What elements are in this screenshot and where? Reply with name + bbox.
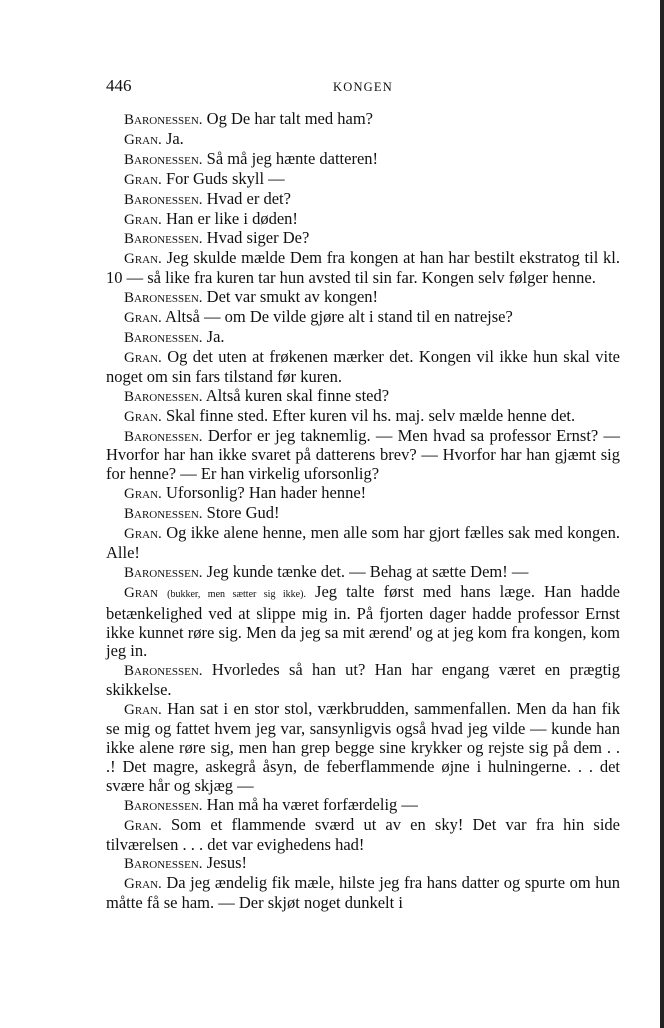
speech-text: Han sat i en stor stol, værkbrudden, sammenfallen. Men da han fik se mig og fattet hvem jeg var, sansynligvis også hvad jeg vilde — kunde han ikke alene røre sig, men han grep begge sine krykker og rejste sig på dem . . .! Det magre, askegrå åsyn, de feberflammende øjne i hulningerne. . . det svære hår og skjæg — <box>106 699 621 795</box>
speech-text: Ja. <box>165 128 184 148</box>
stage-direction: (bukker, men sætter sig ikke). <box>167 588 306 600</box>
running-title: KONGEN <box>333 80 393 94</box>
speaker-name: Baronessen. <box>124 112 203 128</box>
dialogue-line <box>106 110 620 130</box>
dialogue-line <box>106 229 620 249</box>
speaker-name: Baronessen. <box>124 231 203 248</box>
speaker-name: Baronessen. <box>124 564 203 581</box>
dialogue-line <box>106 130 620 150</box>
dialogue-line <box>106 816 620 855</box>
speech-text: Da jeg ændelig fik mæle, hilste jeg fra hans datter og spurte om hun måtte få se ham. — Der skjøt noget dunkelt i <box>106 873 620 913</box>
speaker-name: Baronessen. <box>124 151 203 168</box>
dialogue-line <box>106 150 620 170</box>
speech-text: Skal finne sted. Efter kuren vil hs. maj. selv mælde henne det. <box>165 405 576 425</box>
speaker-name: Baronessen. <box>124 388 203 405</box>
dialogue-line <box>106 288 620 308</box>
dialogue-line <box>106 504 620 524</box>
speaker-name: Baronessen. <box>124 290 203 307</box>
speaker-name: Gran. <box>124 171 162 188</box>
dialogue-line <box>106 661 620 700</box>
speaker-name: Baronessen. <box>124 663 203 680</box>
speech-text: Han må ha været forfærdelig — <box>206 794 418 814</box>
page-header <box>106 76 620 98</box>
speaker-name: Gran. <box>124 211 162 228</box>
dialogue-line <box>106 308 620 328</box>
page-edge <box>660 0 664 1028</box>
dialogue-line <box>106 796 620 816</box>
speaker-name: Gran. <box>124 310 162 327</box>
speech-text: Så må jeg hænte datteren! <box>206 148 379 168</box>
speech-text: Ja. <box>206 326 225 346</box>
speaker-name: Gran. <box>124 702 162 719</box>
speaker-name: Baronessen. <box>124 856 203 873</box>
dialogue-line <box>106 328 620 348</box>
dialogue-line <box>106 387 620 407</box>
speech-text: Og ikke alene henne, men alle som har gjort fælles sak med kongen. Alle! <box>106 523 621 562</box>
speaker-name: Gran. <box>124 876 162 893</box>
dialogue-line <box>106 854 620 874</box>
speech-text: Det var smukt av kongen! <box>206 287 379 307</box>
speech-text: Jesus! <box>206 853 248 873</box>
speaker-name: Gran. <box>124 486 162 503</box>
page-number: 446 <box>106 76 132 95</box>
speaker-name: Baronessen. <box>124 428 203 445</box>
dialogue-line <box>106 874 620 913</box>
speech-text: Uforsonlig? Han hader henne! <box>165 483 367 503</box>
dialogue-line <box>106 407 620 427</box>
speech-text: Som et flammende sværd ut av en sky! Det var fra hin side tilværelsen . . . det var evighedens had! <box>106 814 621 854</box>
speech-text: Derfor er jeg taknemlig. — Men hvad sa professor Ernst? — Hvorfor har han ikke svaret på datterens brev? — Hvorfor har han gjæmt sig for henne? — Er han virkelig uforsonlig? <box>106 425 620 484</box>
dialogue-line <box>106 249 620 288</box>
dialogue-line <box>106 427 620 485</box>
speech-text: Altså kuren skal finne sted? <box>205 385 390 405</box>
dialogue-line <box>106 563 620 583</box>
speaker-name: Gran. <box>124 131 162 148</box>
speech-text: Jeg kunde tænke det. — Behag at sætte Dem! — <box>206 561 529 581</box>
speech-text: Og det uten at frøkenen mærker det. Kongen vil ikke hun skal vite noget om sin fars tilstand før kuren. <box>106 346 620 386</box>
dialogue-line <box>106 170 620 190</box>
dialogue-line <box>106 348 620 387</box>
speech-text: Hvad er det? <box>206 188 291 208</box>
dialogue-line <box>106 484 620 504</box>
dialogue-line <box>106 210 620 230</box>
speaker-name: Gran. <box>124 349 162 366</box>
speech-text: Hvorledes så han ut? Han har engang været en prægtig skikkelse. <box>106 660 620 700</box>
speech-text: Jeg talte først med hans læge. Han hadde betænkelighed ved at slippe mig in. På fjorten dager hadde professor Ernst ikke kunnet røre sig. Men da jeg sa mit ærend' og at jeg kom fra kongen, kom jeg in. <box>106 581 621 661</box>
speech-text: For Guds skyll — <box>165 168 285 188</box>
dialogue-line <box>106 524 620 563</box>
speaker-name: Baronessen. <box>124 797 203 814</box>
dialogue-line <box>106 583 620 662</box>
speaker-name: Baronessen. <box>124 329 203 346</box>
speaker-name: Gran <box>124 584 159 601</box>
speech-text: Og De har talt med ham? <box>206 109 373 128</box>
speech-text: Hvad siger De? <box>206 228 310 248</box>
dialogue-line <box>106 700 620 796</box>
speech-text: Han er like i døden! <box>165 208 298 228</box>
speech-text: Jeg skulde mælde Dem fra kongen at han har bestilt ekstratog til kl. 10 — så like fra kuren tar hun avsted til sin far. Kongen selv følger henne. <box>106 248 621 288</box>
dialogue-line <box>106 190 620 210</box>
speaker-name: Baronessen. <box>124 506 203 523</box>
speech-text: Altså — om De vilde gjøre alt i stand til en natrejse? <box>165 307 513 327</box>
speaker-name: Baronessen. <box>124 191 203 208</box>
speaker-name: Gran. <box>124 526 162 543</box>
speaker-name: Gran. <box>124 408 162 425</box>
speaker-name: Gran. <box>124 817 162 834</box>
speaker-name: Gran. <box>124 251 162 268</box>
dialogue-text <box>106 110 620 913</box>
speech-text: Store Gud! <box>206 503 280 523</box>
